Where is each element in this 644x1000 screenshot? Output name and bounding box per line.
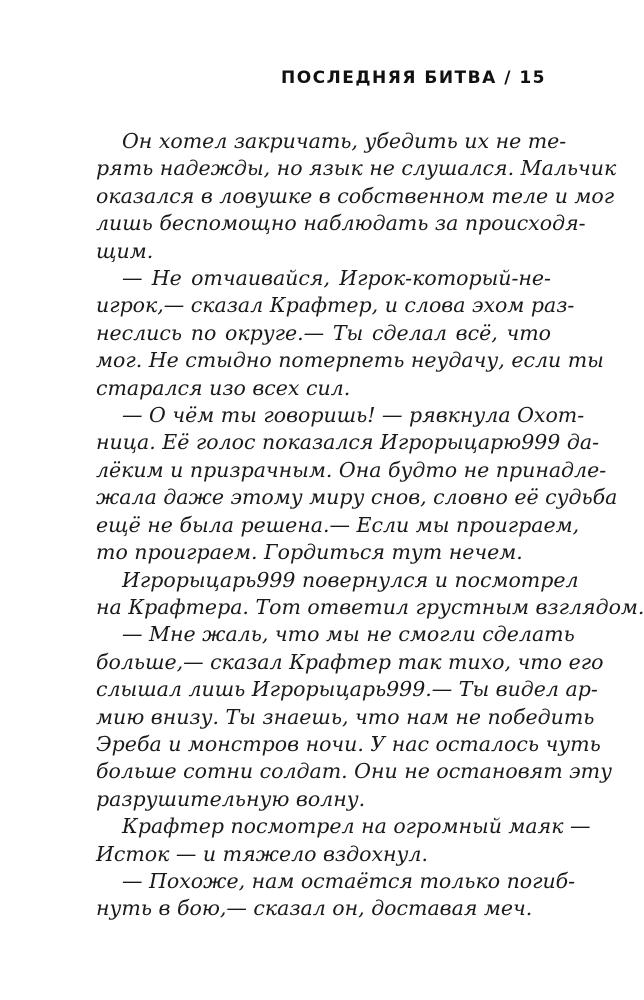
text-line: ещё не была решена.— Если мы проиграем,	[96, 512, 580, 537]
text-line: оказался в ловушке в собственном теле и мог	[96, 183, 615, 208]
text-line: — О чём ты говоришь! — рявкнула Охот-	[122, 403, 585, 428]
text-line: щим.	[96, 238, 154, 263]
running-header	[281, 68, 546, 88]
text-line: неслись по округе.— Ты сделал всё, что	[96, 320, 551, 345]
text-line: то проиграем. Гордиться тут нечем.	[96, 540, 523, 565]
text-line: ница. Её голос показался Игрорыцарю999 да-	[96, 430, 600, 455]
text-line: Игрорыцарь999 повернулся и посмотрел	[122, 567, 579, 592]
text-line: лёким и призрачным. Она будто не принадле-	[96, 457, 607, 482]
text-line: Он хотел закричать, убедить их не те-	[122, 129, 567, 153]
chapter-title: ПОСЛЕДНЯЯ БИТВА	[281, 68, 497, 88]
text-line: мог. Не стыдно потерпеть неудачу, если ты	[96, 348, 604, 373]
text-line: — Мне жаль, что мы не смогли сделать	[122, 622, 575, 647]
text-line: рять надежды, но язык не слушался. Мальчик	[96, 156, 617, 181]
text-line: на Крафтера. Тот ответил грустным взглядом.	[96, 594, 644, 619]
text-line: жала даже этому миру снов, словно её судьба	[96, 485, 618, 510]
text-line: старался изо всех сил.	[96, 375, 351, 400]
text-line: — Похоже, нам остаётся только погиб-	[122, 868, 576, 893]
body-text	[96, 128, 644, 923]
text-line: больше сотни солдат. Они не остановят эту	[96, 759, 612, 784]
text-line: Эреба и монстров ночи. У нас осталось чуть	[96, 731, 601, 756]
page-number: 15	[519, 68, 546, 88]
text-line: Крафтер посмотрел на огромный маяк —	[122, 814, 591, 839]
text-line: лишь беспомощно наблюдать за происходя-	[96, 211, 586, 236]
text-line: слышал лишь Игрорыцарь999.— Ты видел ар-	[96, 677, 598, 702]
text-line: разрушительную волну.	[96, 786, 366, 811]
text-line: мию внизу. Ты знаешь, что нам не победить	[96, 704, 595, 729]
text-line: — Не отчаивайся, Игрок-который-не-	[122, 266, 551, 291]
text-line: игрок,— сказал Крафтер, и слова эхом раз-	[96, 293, 575, 318]
header-separator: /	[504, 68, 512, 88]
text-line: нуть в бою,— сказал он, доставая меч.	[96, 896, 533, 921]
text-line: Исток — и тяжело вздохнул.	[96, 841, 428, 866]
text-line: больше,— сказал Крафтер так тихо, что его	[96, 649, 604, 674]
